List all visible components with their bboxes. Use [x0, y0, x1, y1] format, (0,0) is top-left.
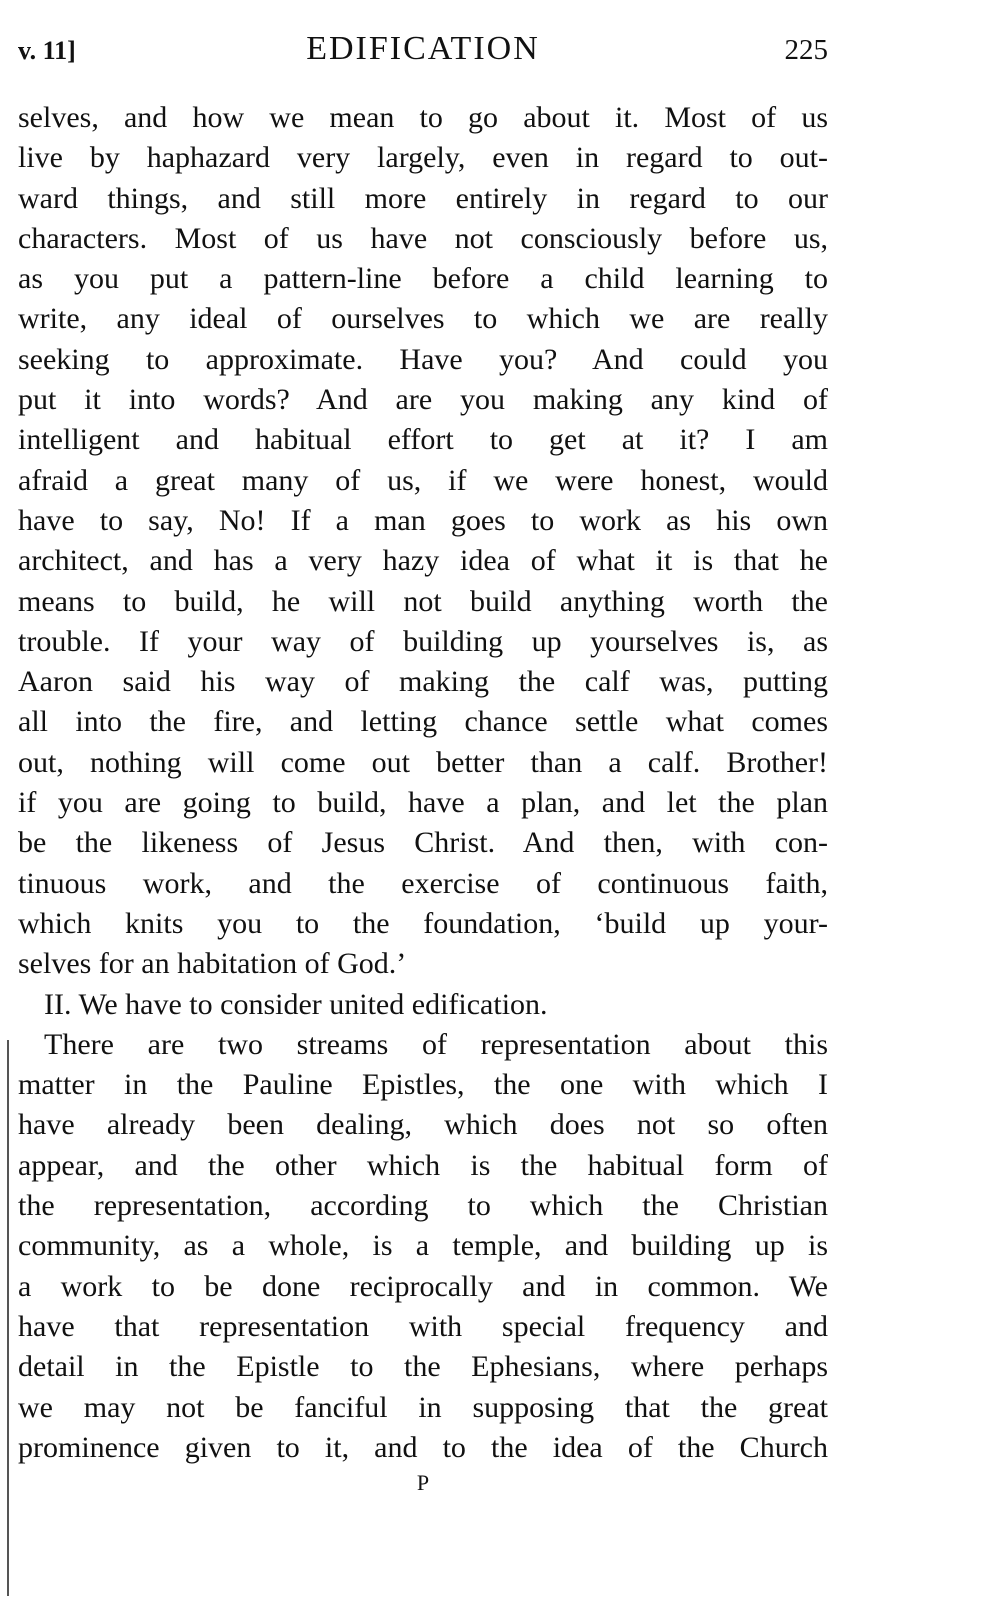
text-line: tinuous work, and the exercise of continuous faith,: [18, 866, 828, 900]
text-line: be the likeness of Jesus Christ. And then, with con-: [18, 826, 828, 860]
chapter-reference: v. 11]: [18, 36, 76, 65]
text-line: intelligent and habitual effort to get at it? I am: [18, 423, 828, 457]
text-line: which knits you to the foundation, ‘build up your-: [18, 906, 828, 940]
text-line: we may not be fanciful in supposing that the great: [18, 1390, 828, 1424]
section-heading: II. We have to consider united edification.: [44, 987, 548, 1021]
text-line: the representation, according to which the Christian: [18, 1189, 828, 1223]
text-line: out, nothing will come out better than a calf. Brother!: [18, 745, 828, 779]
text-line: appear, and the other which is the habitual form of: [18, 1148, 828, 1182]
page-title: EDIFICATION: [306, 30, 540, 67]
margin-rule: [7, 1040, 9, 1596]
text-line: a work to be done reciprocally and in common. We: [18, 1269, 828, 1303]
text-line: detail in the Epistle to the Ephesians, where perhaps: [18, 1350, 828, 1384]
text-line: architect, and has a very hazy idea of what it is that he: [18, 544, 828, 578]
text-line: selves for an habitation of God.’: [18, 947, 407, 981]
text-line: write, any ideal of ourselves to which we are really: [18, 302, 828, 336]
text-line: means to build, he will not build anything worth the: [18, 584, 828, 618]
text-line: if you are going to build, have a plan, and let the plan: [18, 786, 828, 820]
text-line: put it into words? And are you making any kind of: [18, 383, 828, 417]
text-line: live by haphazard very largely, even in regard to out-: [18, 141, 828, 175]
body-text: [18, 98, 828, 1468]
signature-mark: P: [416, 1470, 430, 1495]
text-line: selves, and how we mean to go about it. Most of us: [18, 101, 828, 134]
text-line: as you put a pattern-line before a child learning to: [18, 262, 828, 296]
text-line: have to say, No! If a man goes to work as his own: [18, 503, 828, 537]
page-number: 225: [784, 34, 828, 66]
text-line: Aaron said his way of making the calf was, putting: [18, 665, 828, 699]
text-line: community, as a whole, is a temple, and building up is: [18, 1229, 828, 1263]
text-line: all into the fire, and letting chance settle what comes: [18, 705, 828, 739]
text-line: prominence given to it, and to the idea of the Church: [18, 1430, 828, 1464]
text-line: There are two streams of representation about this: [44, 1027, 828, 1061]
text-line: matter in the Pauline Epistles, the one with which I: [18, 1068, 828, 1102]
text-line: have that representation with special frequency and: [18, 1309, 828, 1343]
text-line: trouble. If your way of building up yourselves is, as: [18, 624, 828, 658]
text-line: ward things, and still more entirely in regard to our: [18, 181, 828, 215]
text-line: afraid a great many of us, if we were honest, would: [18, 463, 828, 497]
text-line: seeking to approximate. Have you? And could you: [18, 342, 828, 376]
running-header: [18, 30, 828, 80]
text-line: have already been dealing, which does not so often: [18, 1108, 828, 1142]
text-line: characters. Most of us have not consciously before us,: [18, 221, 828, 255]
